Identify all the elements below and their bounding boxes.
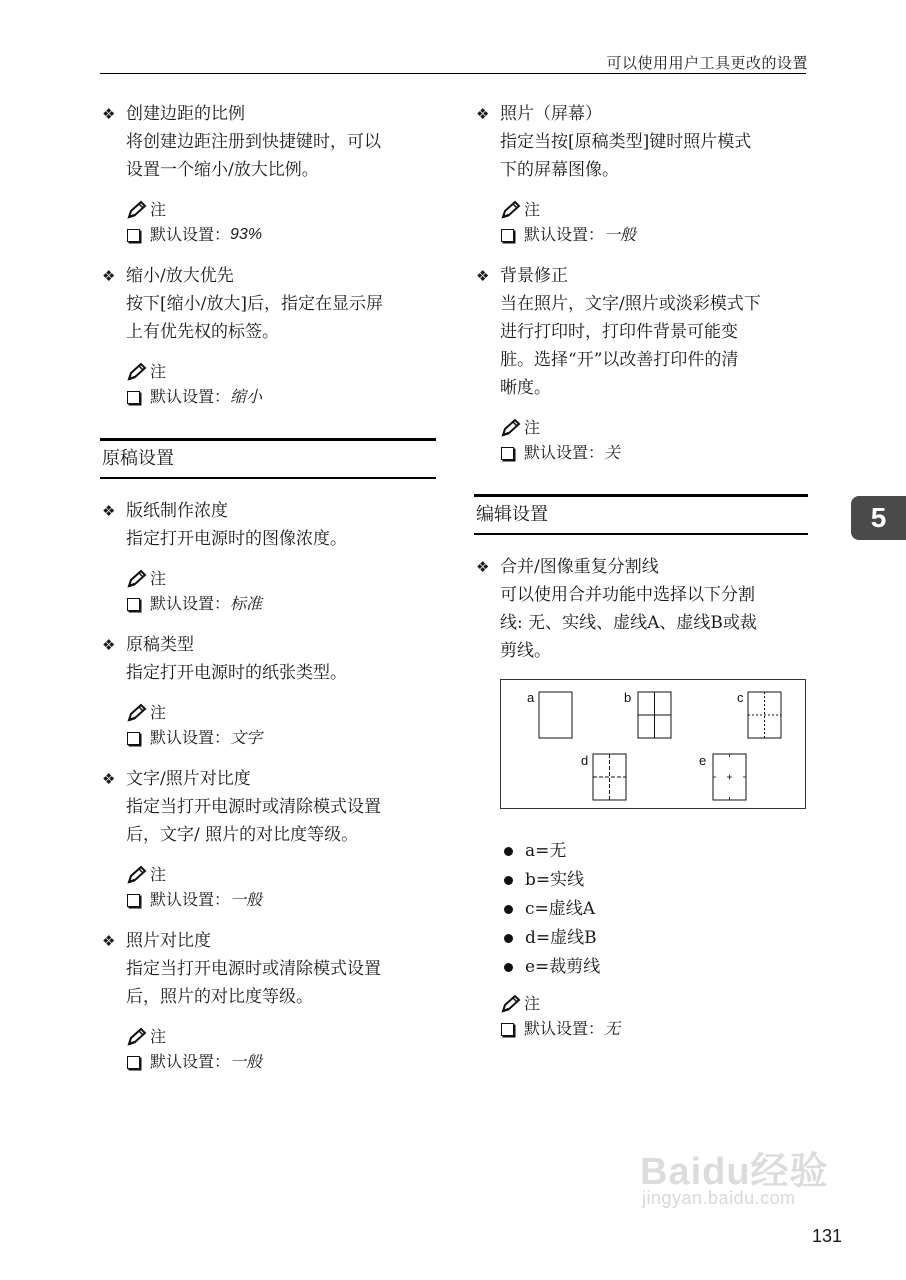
pencil-icon xyxy=(126,865,148,885)
diamond-bullet-icon: ❖ xyxy=(102,267,116,285)
watermark-url: jingyan.baidu.com xyxy=(642,1188,796,1208)
note-block xyxy=(100,360,436,410)
setting-item xyxy=(100,100,436,248)
setting-description: 可以使用合并功能中选择以下分割 线: 无、实线、虚线A、虚线B或裁 剪线。 xyxy=(500,585,757,661)
default-prefix: 默认设置： xyxy=(150,728,231,747)
right-column xyxy=(474,100,808,1056)
checkbox-bullet-icon xyxy=(127,1056,140,1069)
default-prefix: 默认设置： xyxy=(524,443,605,462)
diamond-bullet-icon: ❖ xyxy=(102,932,116,950)
checkbox-bullet-icon xyxy=(127,732,140,745)
diagram-label-a: a xyxy=(527,690,535,705)
setting-title: ❖ 文字/照片对比度 xyxy=(100,765,436,793)
default-value: 一般 xyxy=(604,225,637,244)
chapter-tab: 5 xyxy=(851,496,906,540)
setting-title: ❖ 版纸制作浓度 xyxy=(100,497,436,525)
note-label: 注 xyxy=(150,1027,167,1046)
diamond-bullet-icon: ❖ xyxy=(102,502,116,520)
default-prefix: 默认设置： xyxy=(150,1052,231,1071)
checkbox-bullet-icon xyxy=(127,391,140,404)
page-number: 131 xyxy=(812,1226,843,1246)
layout-none xyxy=(539,692,572,738)
pencil-icon xyxy=(500,418,522,438)
bullet-dot-icon xyxy=(504,847,513,856)
setting-description: 将创建边距注册到快捷键时，可以 设置一个缩小/放大比例。 xyxy=(126,132,381,180)
bullet-dot-icon xyxy=(504,905,513,914)
list-item: e=裁剪线 xyxy=(500,953,808,982)
diamond-bullet-icon: ❖ xyxy=(476,105,490,123)
bullet-dot-icon xyxy=(504,963,513,972)
diamond-bullet-icon: ❖ xyxy=(102,636,116,654)
checkbox-bullet-icon xyxy=(127,894,140,907)
list-item: d=虚线B xyxy=(500,924,808,953)
default-value: 无 xyxy=(604,1019,621,1038)
pencil-icon xyxy=(126,200,148,220)
watermark-logo: Baidu经验 xyxy=(640,1151,829,1193)
setting-title: ❖ 背景修正 xyxy=(474,262,808,290)
setting-item xyxy=(100,497,436,617)
note-block xyxy=(100,701,436,751)
diamond-bullet-icon: ❖ xyxy=(102,770,116,788)
left-column xyxy=(100,100,436,1089)
default-prefix: 默认设置： xyxy=(150,890,231,909)
default-prefix: 默认设置： xyxy=(150,594,231,613)
bullet-dot-icon xyxy=(504,934,513,943)
setting-description: 指定打开电源时的图像浓度。 xyxy=(126,529,347,549)
note-label: 注 xyxy=(524,200,541,219)
setting-description: 按下[缩小/放大]后，指定在显示屏 上有优先权的标签。 xyxy=(126,294,383,342)
checkbox-bullet-icon xyxy=(501,447,514,460)
note-block xyxy=(474,992,808,1042)
setting-item xyxy=(474,100,808,248)
bullet-dot-icon xyxy=(504,876,513,885)
list-item: c=虚线A xyxy=(500,895,808,924)
diamond-bullet-icon: ❖ xyxy=(476,267,490,285)
checkbox-bullet-icon xyxy=(127,229,140,242)
note-label: 注 xyxy=(150,865,167,884)
diagram-label-d: d xyxy=(581,753,589,768)
default-prefix: 默认设置： xyxy=(524,1019,605,1038)
note-block xyxy=(100,1025,436,1075)
checkbox-bullet-icon xyxy=(127,598,140,611)
separator-options-list xyxy=(474,837,808,982)
setting-item xyxy=(100,927,436,1075)
checkbox-bullet-icon xyxy=(501,229,514,242)
default-value: 标准 xyxy=(230,594,263,613)
note-block xyxy=(100,198,436,248)
setting-item xyxy=(100,262,436,410)
setting-title: ❖ 原稿类型 xyxy=(100,631,436,659)
section-heading: 原稿设置 xyxy=(100,438,436,479)
note-label: 注 xyxy=(150,703,167,722)
note-label: 注 xyxy=(524,418,541,437)
note-block xyxy=(474,416,808,466)
setting-description: 指定当打开电源时或清除模式设置 后，文字/ 照片的对比度等级。 xyxy=(126,797,381,845)
note-label: 注 xyxy=(524,994,541,1013)
diamond-bullet-icon: ❖ xyxy=(476,558,490,576)
setting-title: ❖ 照片对比度 xyxy=(100,927,436,955)
setting-title: ❖ 合并/图像重复分割线 xyxy=(474,553,808,581)
default-value: 关 xyxy=(604,443,621,462)
diamond-bullet-icon: ❖ xyxy=(102,105,116,123)
section-heading: 编辑设置 xyxy=(474,494,808,535)
checkbox-bullet-icon xyxy=(501,1023,514,1036)
diagram-label-e: e xyxy=(699,753,707,768)
pencil-icon xyxy=(126,1027,148,1047)
pencil-icon xyxy=(500,994,522,1014)
default-value: 一般 xyxy=(230,890,263,909)
note-block xyxy=(100,863,436,913)
setting-item xyxy=(474,262,808,466)
list-item: b=实线 xyxy=(500,866,808,895)
pencil-icon xyxy=(126,569,148,589)
pencil-icon xyxy=(126,703,148,723)
running-header: 可以使用用户工具更改的设置 xyxy=(606,54,808,72)
setting-title: ❖ 缩小/放大优先 xyxy=(100,262,436,290)
note-label: 注 xyxy=(150,200,167,219)
default-value: 一般 xyxy=(230,1052,263,1071)
pencil-icon xyxy=(126,362,148,382)
setting-item xyxy=(100,765,436,913)
list-item: a=无 xyxy=(500,837,808,866)
setting-item xyxy=(100,631,436,751)
note-label: 注 xyxy=(150,569,167,588)
diagram-label-b: b xyxy=(624,690,632,705)
setting-description: 指定打开电源时的纸张类型。 xyxy=(126,663,347,683)
setting-description: 指定当按[原稿类型]键时照片模式 下的屏幕图像。 xyxy=(500,132,752,180)
note-block xyxy=(474,198,808,248)
note-label: 注 xyxy=(150,362,167,381)
diagram-label-c: c xyxy=(737,690,744,705)
setting-title: ❖ 创建边距的比例 xyxy=(100,100,436,128)
default-prefix: 默认设置： xyxy=(150,225,231,244)
note-block xyxy=(100,567,436,617)
default-value: 缩小 xyxy=(230,387,263,406)
setting-description: 指定当打开电源时或清除模式设置 后，照片的对比度等级。 xyxy=(126,959,381,1007)
setting-item xyxy=(474,553,808,1042)
default-prefix: 默认设置： xyxy=(524,225,605,244)
default-value: 93% xyxy=(230,226,263,243)
separator-line-diagram xyxy=(500,679,806,809)
default-prefix: 默认设置： xyxy=(150,387,231,406)
default-value: 文字 xyxy=(230,728,263,747)
header-rule xyxy=(100,73,806,74)
setting-description: 当在照片，文字/照片或淡彩模式下 进行打印时，打印件背景可能变 脏。选择“开”以改善打印件的清 晰度。 xyxy=(500,294,761,398)
pencil-icon xyxy=(500,200,522,220)
setting-title: ❖ 照片（屏幕） xyxy=(474,100,808,128)
